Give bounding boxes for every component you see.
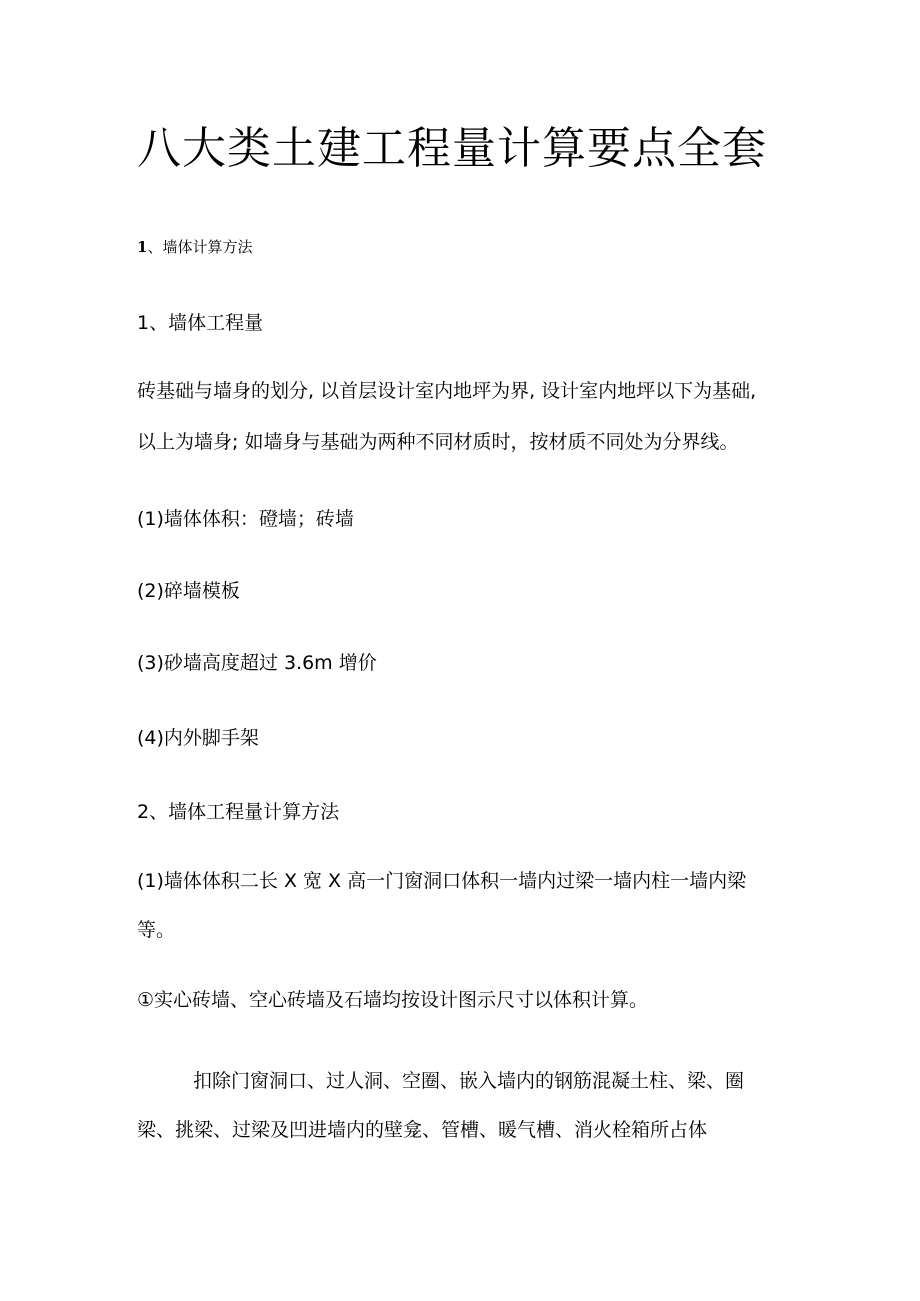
paragraph-line: (1)墙体体积二长 X 宽 X 高一门窗洞口体积一墙内过梁一墙内柱一墙内梁 [137, 870, 747, 892]
subheading-calculation-method: 2、墙体工程量计算方法 [137, 801, 340, 823]
paragraph-line: 扣除门窗洞口、过人洞、空圈、嵌入墙内的钢筋混凝土柱、梁、圈 [193, 1070, 745, 1092]
paragraph-line: 砖基础与墙身的划分, 以首层设计室内地坪为界, 设计室内地坪以下为基础, [137, 380, 757, 402]
section-heading-small [137, 236, 252, 257]
subheading-wall-quantity: 1、墙体工程量 [137, 312, 264, 334]
paragraph-line: 以上为墙身; 如墙身与基础为两种不同材质时，按材质不同处为分界线。 [137, 431, 739, 453]
list-item: (2)碎墙模板 [137, 580, 240, 602]
numbered-point: ①实心砖墙、空心砖墙及石墙均按设计图示尺寸以体积计算。 [137, 989, 649, 1011]
section-heading-text: 、墙体计算方法 [147, 238, 253, 256]
list-item: (3)砂墙高度超过 3.6m 增价 [137, 652, 377, 674]
paragraph-line: 梁、挑梁、过梁及凹进墙内的壁龛、管槽、暖气槽、消火栓箱所占体 [137, 1119, 708, 1141]
paragraph-line: 等。 [137, 919, 176, 941]
document-title: 八大类土建工程量计算要点全套 [137, 123, 767, 174]
section-number: 1 [137, 238, 148, 256]
list-item: (1)墙体体积：磴墙；砖墙 [137, 508, 354, 530]
list-item: (4)内外脚手架 [137, 727, 259, 749]
